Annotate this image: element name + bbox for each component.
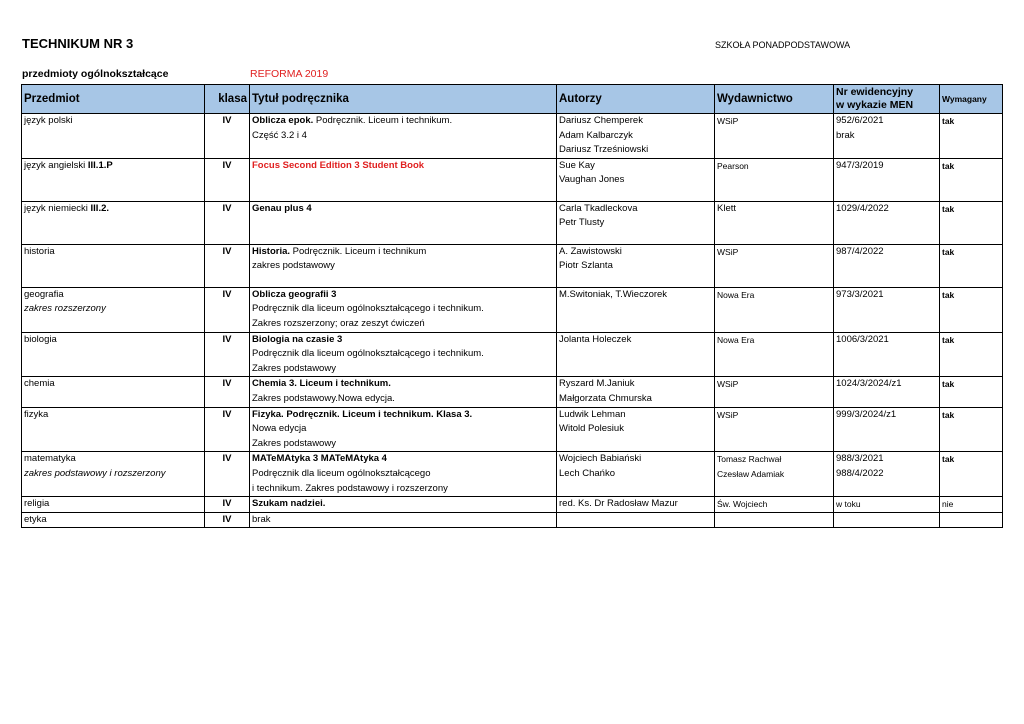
subject-name: język polski — [24, 115, 73, 126]
subject-level: III.1.P — [87, 159, 113, 171]
cell-required: tak — [940, 201, 1003, 244]
cell-publisher — [715, 287, 834, 332]
title-line — [252, 333, 554, 348]
table-row — [22, 497, 1003, 513]
title-main: Biologia na czasie 3 — [252, 333, 343, 345]
cell-authors — [557, 377, 715, 407]
subject-name: fizyka — [24, 408, 49, 420]
ev-number: 1029/4/2022 — [836, 202, 889, 214]
subject-scope: zakres podstawowy i rozszerzony — [24, 467, 166, 479]
subject-line — [24, 452, 202, 467]
cell-authors — [557, 244, 715, 287]
cell-title — [250, 407, 557, 452]
title-rest: Podręcznik. Liceum i technikum — [290, 245, 427, 257]
cell-title — [250, 332, 557, 377]
cell-ev-number — [834, 452, 940, 497]
publisher-name: Klett — [717, 202, 737, 214]
cell-required: tak — [940, 158, 1003, 201]
textbook-table — [21, 84, 1003, 528]
subject-scope: zakres rozszerzony — [24, 303, 106, 315]
subject-name: chemia — [24, 378, 55, 390]
cell-ev-number — [834, 332, 940, 377]
cell-title — [250, 287, 557, 332]
cell-ev-number — [834, 114, 940, 159]
publisher-name: Nowa Era — [717, 289, 755, 300]
title-main: Fizyka. Podręcznik. Liceum i technikum. Klasa 3. — [252, 408, 473, 420]
ev-number: 988/4/2022 — [836, 467, 884, 479]
cell-klasa: IV — [205, 332, 250, 377]
author-name: Sue Kay — [559, 159, 595, 171]
author-name: Lech Chańko — [559, 467, 615, 479]
author-name: Petr Tlusty — [559, 217, 605, 229]
author-name: Dariusz Chemperek — [559, 115, 643, 126]
cell-klasa: IV — [205, 512, 250, 528]
title-line — [252, 452, 554, 467]
cell-required: tak — [940, 332, 1003, 377]
title-extra-line: Część 3.2 i 4 — [252, 129, 307, 141]
table-row — [22, 452, 1003, 497]
publisher-name: Św. Wojciech — [717, 499, 768, 510]
table-row — [22, 287, 1003, 332]
cell-authors — [557, 452, 715, 497]
title-rest: brak — [252, 513, 271, 525]
author-name: Dariusz Trześniowski — [559, 144, 649, 156]
cell-publisher — [715, 377, 834, 407]
subject-name: historia — [24, 245, 55, 257]
cell-title — [250, 114, 557, 159]
cell-title — [250, 158, 557, 201]
reform-label: REFORMA 2019 — [250, 68, 329, 80]
title-main: Oblicza geografii 3 — [252, 288, 337, 300]
title-line — [252, 288, 554, 303]
publisher-name: WSiP — [717, 379, 739, 390]
cell-publisher — [715, 452, 834, 497]
column-header-authors: Autorzy — [557, 85, 715, 114]
publisher-name: Nowa Era — [717, 334, 755, 345]
author-name: Piotr Szlanta — [559, 260, 613, 272]
publisher-name: WSiP — [717, 409, 739, 420]
title-line — [252, 245, 554, 260]
cell-publisher — [715, 407, 834, 452]
publisher-name: WSiP — [717, 116, 739, 126]
author-name: Witold Polesiuk — [559, 423, 624, 435]
subject-line — [24, 159, 202, 174]
cell-subject — [22, 287, 205, 332]
column-header-ev-line2: w wykazie MEN — [836, 99, 914, 111]
cell-ev-number — [834, 158, 940, 201]
cell-title — [250, 497, 557, 513]
cell-authors — [557, 287, 715, 332]
subject-name: etyka — [24, 513, 47, 525]
subject-line — [24, 202, 202, 217]
author-name: Ludwik Lehman — [559, 408, 626, 420]
table-row — [22, 512, 1003, 528]
author-name: Carla Tkadleckova — [559, 202, 638, 214]
title-extra-line: Nowa edycja — [252, 423, 307, 435]
subject-name: matematyka — [24, 453, 76, 465]
cell-subject — [22, 452, 205, 497]
author-name: M.Switoniak, T.Wieczorek — [559, 288, 668, 300]
cell-klasa: IV — [205, 244, 250, 287]
table-body — [22, 114, 1003, 528]
cell-title — [250, 452, 557, 497]
title-main: Focus Second Edition 3 Student Book — [252, 159, 425, 171]
title-line — [252, 202, 554, 217]
title-extra-line: Podręcznik dla liceum ogólnokształcącego — [252, 467, 431, 479]
table-row — [22, 114, 1003, 159]
cell-publisher — [715, 497, 834, 513]
subject-name: geografia — [24, 288, 64, 300]
subject-name: biologia — [24, 333, 57, 345]
ev-number: brak — [836, 129, 855, 141]
cell-authors — [557, 497, 715, 513]
table-row — [22, 407, 1003, 452]
subject-name: język niemiecki — [24, 202, 91, 214]
publisher-name: Tomasz Rachwał — [717, 454, 782, 465]
column-header-klasa: klasa — [205, 85, 250, 114]
cell-ev-number — [834, 407, 940, 452]
author-name: red. Ks. Dr Radosław Mazur — [559, 498, 678, 510]
cell-title — [250, 201, 557, 244]
cell-subject — [22, 201, 205, 244]
title-line — [252, 497, 554, 512]
cell-publisher — [715, 114, 834, 159]
cell-required: tak — [940, 287, 1003, 332]
title-line — [252, 159, 554, 174]
subject-line — [24, 377, 202, 392]
school-title: TECHNIKUM NR 3 — [22, 36, 134, 51]
cell-title — [250, 244, 557, 287]
title-extra-line: Zakres podstawowy — [252, 437, 336, 449]
cell-klasa: IV — [205, 497, 250, 513]
cell-authors — [557, 201, 715, 244]
cell-authors — [557, 407, 715, 452]
cell-required: tak — [940, 452, 1003, 497]
cell-subject — [22, 158, 205, 201]
table-row — [22, 158, 1003, 201]
cell-required — [940, 512, 1003, 528]
subject-name: język angielski — [24, 159, 88, 171]
section-label: przedmioty ogólnokształcące — [22, 68, 169, 80]
cell-publisher — [715, 512, 834, 528]
author-name: Ryszard M.Janiuk — [559, 378, 635, 390]
title-extra-line: Podręcznik dla liceum ogólnokształcącego i technikum. — [252, 303, 484, 315]
cell-required: tak — [940, 377, 1003, 407]
cell-klasa: IV — [205, 287, 250, 332]
cell-klasa: IV — [205, 452, 250, 497]
title-rest: Podręcznik. Liceum i technikum. — [313, 115, 453, 126]
title-main: Historia. — [252, 245, 291, 257]
cell-authors — [557, 158, 715, 201]
ev-number: 988/3/2021 — [836, 453, 884, 465]
ev-number: 999/3/2024/z1 — [836, 408, 897, 420]
table-row — [22, 201, 1003, 244]
ev-number: 987/4/2022 — [836, 245, 884, 257]
cell-authors — [557, 332, 715, 377]
subject-line — [24, 114, 202, 129]
cell-subject — [22, 512, 205, 528]
publisher-name: Pearson — [717, 160, 749, 171]
cell-required: nie — [940, 497, 1003, 513]
author-name: Adam Kalbarczyk — [559, 129, 633, 141]
title-line — [252, 114, 554, 129]
cell-publisher — [715, 201, 834, 244]
subject-line — [24, 408, 202, 423]
cell-subject — [22, 244, 205, 287]
cell-title — [250, 377, 557, 407]
cell-subject — [22, 497, 205, 513]
table-row — [22, 332, 1003, 377]
subject-name: religia — [24, 498, 50, 510]
title-main: Genau plus 4 — [252, 202, 312, 214]
cell-klasa: IV — [205, 201, 250, 244]
ev-number: 1024/3/2024/z1 — [836, 378, 902, 390]
title-main: Chemia 3. Liceum i technikum. — [252, 378, 391, 390]
cell-authors — [557, 114, 715, 159]
publisher-name: Czesław Adamiak — [717, 468, 785, 479]
title-main: Oblicza epok. — [252, 115, 314, 126]
ev-number: 947/3/2019 — [836, 159, 884, 171]
title-main: MATeMAtyka 3 MATeMAtyka 4 — [252, 453, 387, 465]
cell-title — [250, 512, 557, 528]
ev-number: 973/3/2021 — [836, 288, 884, 300]
publisher-name: WSiP — [717, 246, 739, 257]
cell-subject — [22, 407, 205, 452]
author-name: A. Zawistowski — [559, 245, 622, 257]
subject-line — [24, 513, 202, 528]
cell-subject — [22, 377, 205, 407]
cell-publisher — [715, 158, 834, 201]
title-extra-line: Zakres rozszerzony; oraz zeszyt ćwiczeń — [252, 317, 425, 329]
ev-number: w toku — [836, 499, 861, 510]
cell-subject — [22, 114, 205, 159]
cell-publisher — [715, 244, 834, 287]
author-name: Małgorzata Chmurska — [559, 392, 652, 404]
subject-line — [24, 245, 202, 260]
cell-required: tak — [940, 114, 1003, 159]
column-header-title: Tytuł podręcznika — [250, 85, 557, 114]
subject-level: III.2. — [90, 202, 110, 214]
cell-publisher — [715, 332, 834, 377]
title-extra-line: zakres podstawowy — [252, 260, 335, 272]
cell-required: tak — [940, 244, 1003, 287]
ev-number: 1006/3/2021 — [836, 333, 889, 345]
title-line — [252, 377, 554, 392]
school-type-label: SZKOŁA PONADPODSTAWOWA — [715, 40, 851, 50]
cell-ev-number — [834, 244, 940, 287]
title-extra-line: i technikum. Zakres podstawowy i rozszerzony — [252, 482, 448, 494]
title-line — [252, 408, 554, 423]
cell-klasa: IV — [205, 407, 250, 452]
column-header-required: Wymagany — [940, 85, 1003, 114]
cell-klasa: IV — [205, 377, 250, 407]
cell-ev-number — [834, 512, 940, 528]
table-row — [22, 244, 1003, 287]
cell-ev-number — [834, 377, 940, 407]
cell-ev-number — [834, 497, 940, 513]
column-header-publisher: Wydawnictwo — [715, 85, 834, 114]
cell-klasa: IV — [205, 114, 250, 159]
ev-number: 952/6/2021 — [836, 115, 884, 126]
author-name: Jolanta Holeczek — [559, 333, 632, 345]
author-name: Vaughan Jones — [559, 174, 625, 186]
title-line — [252, 513, 554, 528]
cell-authors — [557, 512, 715, 528]
column-header-ev-line1: Nr ewidencyjny — [836, 86, 914, 98]
title-extra-line: Podręcznik dla liceum ogólnokształcącego i technikum. — [252, 348, 484, 360]
cell-required: tak — [940, 407, 1003, 452]
cell-ev-number — [834, 201, 940, 244]
author-name: Wojciech Babiański — [559, 453, 642, 465]
subject-line — [24, 333, 202, 348]
column-header-subject: Przedmiot — [22, 85, 205, 114]
subject-line — [24, 497, 202, 512]
title-extra-line: Zakres podstawowy — [252, 362, 336, 374]
table-row — [22, 377, 1003, 407]
column-header-ev-number — [834, 85, 940, 114]
table-header-row — [22, 85, 1003, 114]
subject-line — [24, 288, 202, 303]
cell-subject — [22, 332, 205, 377]
cell-klasa: IV — [205, 158, 250, 201]
title-main: Szukam nadziei. — [252, 498, 326, 510]
cell-ev-number — [834, 287, 940, 332]
title-extra-line: Zakres podstawowy.Nowa edycja. — [252, 392, 395, 404]
